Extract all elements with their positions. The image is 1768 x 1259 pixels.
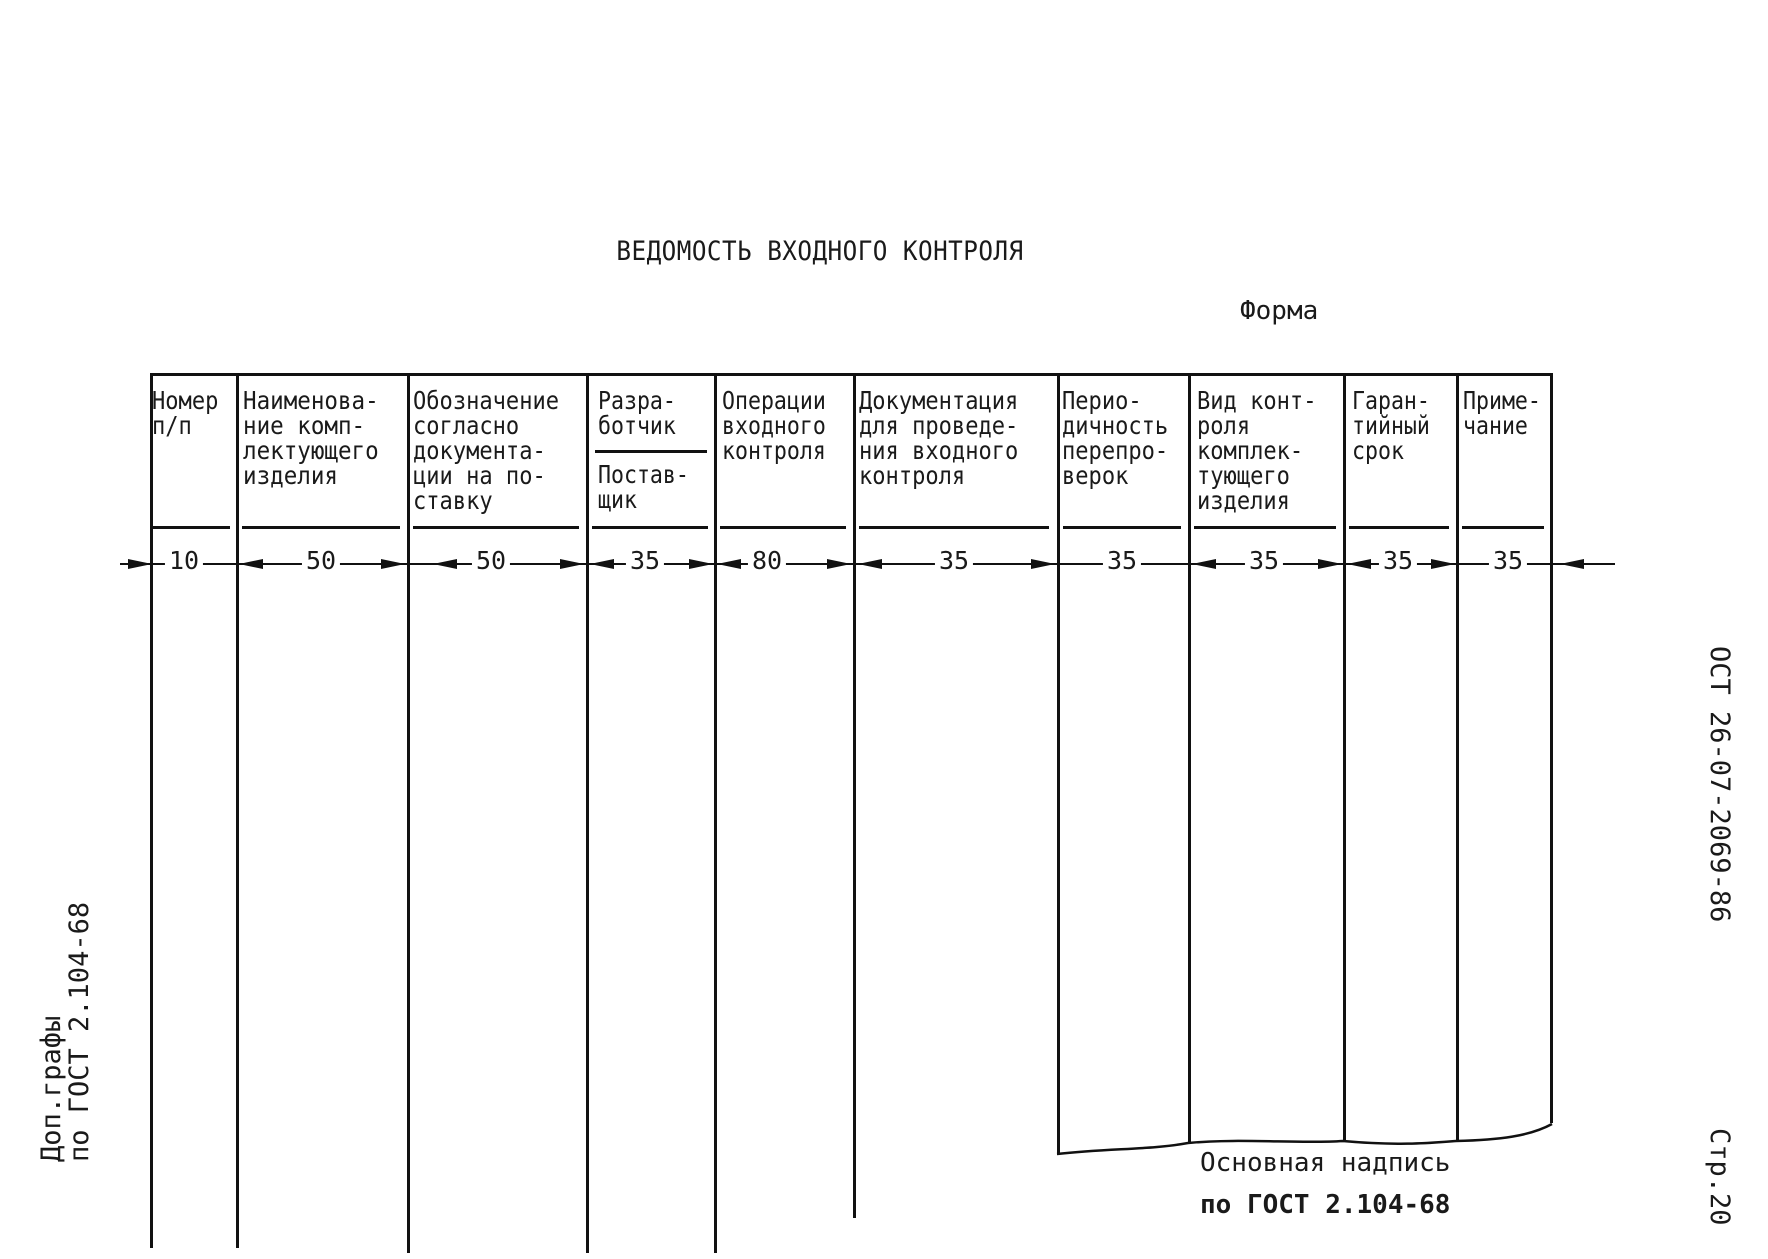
column-header-warranty: Гаран- тийный срок bbox=[1352, 386, 1430, 465]
additional-columns-note: Доп.графы по ГОСТ 2.104-68 bbox=[36, 901, 95, 1162]
standard-code: ОСТ 26-07-2069-86 bbox=[1704, 646, 1735, 923]
column-width-label: 35 bbox=[935, 548, 973, 574]
column-width-label: 10 bbox=[165, 548, 203, 574]
column-width-label: 35 bbox=[1103, 548, 1141, 574]
column-width-label: 50 bbox=[472, 548, 510, 574]
column-header-operations: Операции входного контроля bbox=[722, 386, 826, 465]
column-header-developer: Разра- ботчик bbox=[598, 386, 676, 440]
column-header-number: Номер п/п bbox=[152, 386, 219, 440]
column-width-label: 35 bbox=[626, 548, 664, 574]
column-header-supplier: Постав- щик bbox=[598, 460, 689, 514]
column-width-label: 35 bbox=[1379, 548, 1417, 574]
column-width-label: 50 bbox=[302, 548, 340, 574]
column-header-documentation: Документация для проведе- ния входного контроля bbox=[859, 386, 1019, 490]
column-header-periodicity: Перио- дичность перепро- верок bbox=[1062, 386, 1169, 490]
column-width-label: 35 bbox=[1489, 548, 1527, 574]
column-width-label: 35 bbox=[1245, 548, 1283, 574]
page-number: Стр.20 bbox=[1704, 1128, 1735, 1226]
column-header-item-name: Наименова- ние комп- лектующего изделия bbox=[243, 386, 379, 490]
title-block-note-line1: Основная надпись bbox=[1200, 1148, 1451, 1178]
column-header-control-type: Вид конт- роля комплек- тующего изделия bbox=[1197, 386, 1317, 515]
column-header-designation: Обозначение согласно документа- ции на по- ставку bbox=[413, 386, 560, 515]
form-label: Форма bbox=[1240, 296, 1319, 326]
column-header-note: Приме- чание bbox=[1463, 386, 1541, 440]
title-block-note bbox=[1200, 1142, 1450, 1226]
column-width-label: 80 bbox=[748, 548, 786, 574]
title-block-note-line2: по ГОСТ 2.104-68 bbox=[1200, 1190, 1451, 1220]
document-title: ВЕДОМОСТЬ ВХОДНОГО КОНТРОЛЯ bbox=[616, 236, 1024, 267]
